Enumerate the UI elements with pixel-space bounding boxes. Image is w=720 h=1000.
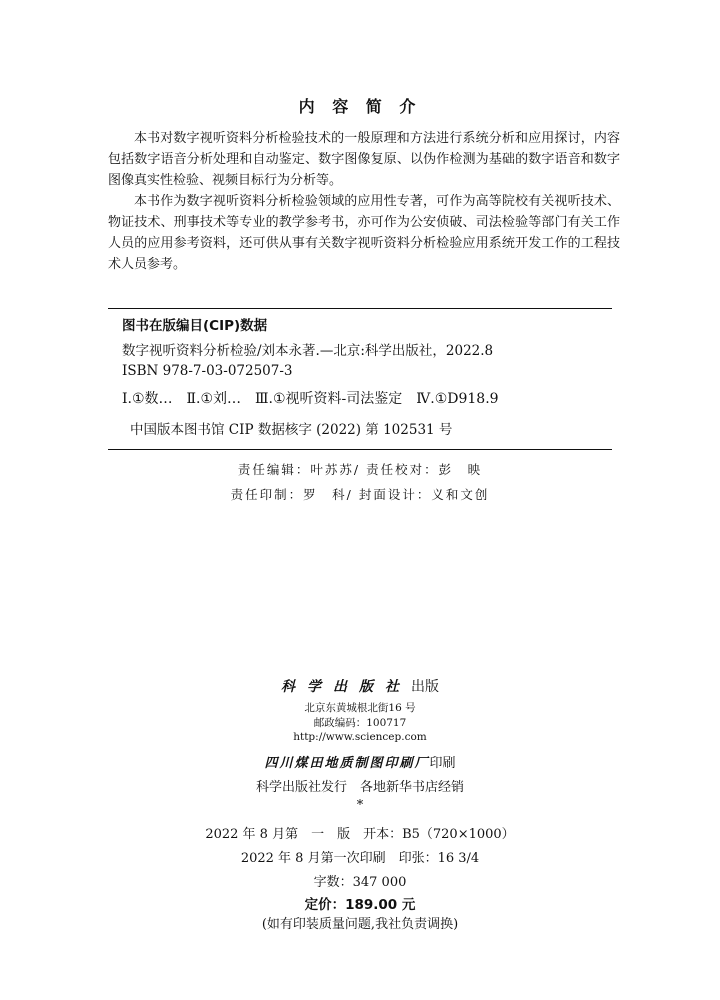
- word-count: 字数：347 000: [313, 875, 407, 890]
- publisher-address: 北京东黄城根北街16 号: [304, 702, 416, 714]
- publisher-name-suffix: 出版: [411, 679, 439, 695]
- cip-classification: Ⅰ.①数… Ⅱ.①刘… Ⅲ.①视听资料-司法鉴定 Ⅳ.①D918.9: [122, 391, 499, 407]
- price: 定价：189.00 元: [304, 897, 416, 913]
- staff-production: 责任印制：罗 科/ 封面设计：义和文创: [230, 487, 490, 502]
- intro-paragraph-1: 本书对数字视听资料分析检验技术的一般原理和方法进行系统分析和应用探讨，内容包括数字语音分析处理和自动鉴定、数字图像复原、以伪作检测为基础的数字语音和数字图像真实性检验、视频目标行为分析等。: [108, 131, 620, 188]
- cip-top-rule: [108, 308, 612, 309]
- staff-editors: 责任编辑：叶苏苏/ 责任校对：彭 映: [237, 462, 483, 477]
- distribution-line: 科学出版社发行 各地新华书店经销: [255, 780, 464, 795]
- publisher-postcode: 邮政编码：100717: [313, 717, 407, 729]
- printer-line: [0, 752, 720, 771]
- cip-isbn: ISBN 978-7-03-072507-3: [122, 363, 293, 379]
- cip-bottom-rule: [108, 449, 612, 450]
- intro-paragraph-2: 本书作为数字视听资料分析检验领域的应用性专著，可作为高等院校有关视听技术、物证技术、刑事技术等专业的教学参考书，亦可作为公安侦破、司法检验等部门有关工作人员的应用参考资料，还可供从事有关数字视听资料分析检验应用系统开发工作的工程技术人员参考。: [108, 194, 620, 272]
- intro-title: 内 容 简 介: [298, 97, 422, 116]
- publisher-line: [0, 676, 720, 696]
- cip-bibliographic-line: 数字视听资料分析检验/刘本永著.—北京:科学出版社，2022.8: [122, 343, 494, 359]
- printer-name-seal: 四川煤田地质制图印刷厂: [264, 756, 430, 771]
- publisher-name-seal: 科学出版社: [281, 679, 411, 695]
- intro-text: [108, 128, 620, 275]
- edition-line: 2022 年 8 月第 一 版 开本：B5（720×1000）: [205, 827, 515, 842]
- printer-name-suffix: 印刷: [429, 756, 456, 771]
- cip-record-number: 中国版本图书馆 CIP 数据核字 (2022) 第 102531 号: [130, 422, 453, 438]
- publisher-url: http://www.sciencep.com: [293, 731, 427, 743]
- quality-note: (如有印装质量问题,我社负责调换): [261, 917, 459, 932]
- separator-asterisk: *: [356, 798, 364, 813]
- printing-line: 2022 年 8 月第一次印刷 印张：16 3/4: [240, 851, 480, 866]
- cip-heading: 图书在版编目(CIP)数据: [122, 318, 268, 334]
